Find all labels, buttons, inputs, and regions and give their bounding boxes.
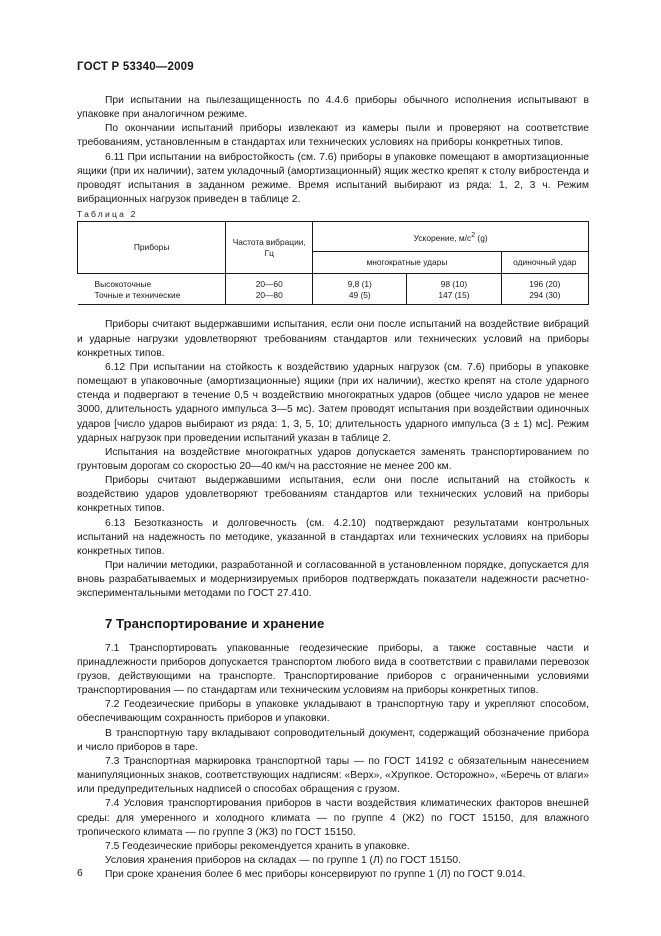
paragraph: 6.11 При испытании на вибростойкость (см. 7.6) приборы в упаковке помещают в амортизационные ящики (при их наличии), затем укладочный (амортизационный) ящик жестко крепят к столу вибростенда и проводят испытания в заданном режиме. Время испытаний выбирают из ряда: 1, 2, 3 ч. Режим вибрационных нагрузок приведен в таблице 2. — [77, 151, 589, 206]
col-devices-header: Приборы — [78, 222, 226, 274]
accel-sup: 2 — [471, 232, 476, 239]
paragraph: 7.3 Транспортная маркировка транспортной тары — по ГОСТ 14192 с обязательным нанесением манипуляционных знаков, соответствующих надписям: «Верх», «Хрупкое. Осторожно», «Беречь от влаги» или предупредительных надписей о способах обращения с грузом. — [77, 755, 589, 796]
paragraph: В транспортную тару вкладывают сопроводительный документ, содержащий обозначение прибора и число приборов в таре. — [77, 727, 589, 753]
paragraph: По окончании испытаний приборы извлекают из камеры пыли и проверяют на соответствие требованиям, установленным в стандартах или технических условиях на приборы конкретных типов. — [77, 123, 589, 149]
paragraph: При наличии методики, разработанной и согласованной в установленном порядке, допускается для вновь разрабатываемых и модернизируемых приборов подтверждать показатели надежности расчетно-экспериментальными методами по ГОСТ 27.410. — [77, 560, 589, 600]
paragraph: 7.5 Геодезические приборы рекомендуется хранить в упаковке. — [105, 840, 410, 852]
sub-multi-header: многократные удары — [313, 252, 501, 274]
cell-freq: 20—60 — [226, 274, 313, 291]
cell-device: Высокоточные — [94, 279, 152, 290]
paragraph: 7.4 Условия транспортирования приборов в части воздействия климатических факторов внешней среды: для умеренного и холодного климата — по группе 4 (Ж2) по ГОСТ 15150, для влажного тропического климата — по группе 3 (ЖЗ) по ГОСТ 15150. — [77, 798, 589, 838]
cell-freq: 20—80 — [226, 290, 313, 305]
table-header-row — [78, 222, 589, 252]
col-freq-header — [226, 222, 313, 274]
paragraph: Приборы считают выдержавшими испытания, если они после испытаний на воздействие вибраций и ударные нагрузки удовлетворяют требованиям стандартов или технических условий на приборы конкретных типов. — [77, 319, 589, 359]
table-row — [78, 290, 589, 305]
table-row — [78, 274, 589, 291]
paragraph: 6.13 Безотказность и долговечность (см. 4.2.10) подтверждают результатами контрольных испытаний на надежность по методике, указанной в стандартах или технических условиях на приборы конкретных типов. — [77, 517, 589, 557]
col-freq-line1: Частота вибрации, — [232, 236, 306, 247]
table-caption: Таблица 2 — [77, 209, 138, 220]
page-content — [77, 94, 589, 882]
vibration-table — [77, 221, 589, 305]
cell-device: Точные и технические — [78, 290, 226, 305]
col-accel-header — [313, 222, 589, 252]
paragraph: 7.1 Транспортировать упакованные геодезические приборы, а также составные части и принадлежности приборов допускается транспортом любого вида в соответствии с правилами перевозок грузов, действующими на транспорте. Транспортирование приборов с ограниченными условиями транспортирования — по стандартам или техническим условиям на приборы конкретных типов. — [77, 642, 589, 697]
paragraph: Испытания на воздействие многократных ударов допускается заменять транспортированием по грунтовым дорогам со скоростью 20—40 км/ч на расстояние не менее 200 км. — [77, 446, 589, 472]
paragraph: Условия хранения приборов на складах — по группе 1 (Л) по ГОСТ 15150. — [105, 855, 461, 867]
accel-suffix: (g) — [475, 232, 488, 243]
cell-single: 294 (30) — [501, 290, 588, 305]
cell-multi-1: 9,8 (1) — [313, 274, 407, 291]
document-header: ГОСТ Р 53340—2009 — [77, 61, 194, 73]
paragraph: При сроке хранения более 6 мес приборы консервируют по группе 1 (Л) по ГОСТ 9.014. — [105, 869, 526, 881]
sub-single-header: одиночный удар — [501, 252, 588, 274]
paragraph: При испытании на пылезащищенность по 4.4.6 приборы обычного исполнения испытывают в упаковке при аналогичном режиме. — [77, 95, 589, 121]
accel-prefix: Ускорение, м/с — [413, 232, 472, 243]
page-number: 6 — [77, 868, 83, 879]
section-title: 7 Транспортирование и хранение — [105, 615, 325, 631]
cell-multi-2: 147 (15) — [407, 290, 501, 305]
col-freq-line2: Гц — [264, 247, 274, 258]
paragraph: 6.12 При испытании на стойкость к воздействию ударных нагрузок (см. 7.6) приборы в упаковке помещают в упаковочные (амортизационные) ящики (при их наличии), жестко крепят на столе ударного стенда и подвергают в течение 0,5 ч воздействию многократных ударов (общее число ударов не менее 3000, длительность ударного импульса 3—5 мс). Затем проводят испытания при воздействии одиночных ударов [число ударов выбирают из ряда: 1, 3, 5, 10; длительность ударного импульса (3 ± 1) мс]. Режим ударных нагрузок при проведении испытаний указан в таблице 2. — [77, 361, 589, 444]
cell-multi-2: 98 (10) — [407, 274, 501, 291]
cell-single: 196 (20) — [501, 274, 588, 291]
paragraph: Приборы считают выдержавшими испытания, если они после испытаний на стойкость к воздействию ударов удовлетворяют требованиям стандартов или технических условий на приборы конкретных типов. — [77, 475, 589, 515]
paragraph: 7.2 Геодезические приборы в упаковке укладывают в транспортную тару и укрепляют способом, обеспечивающим сохранность приборов и упаковки. — [77, 699, 589, 725]
cell-multi-1: 49 (5) — [313, 290, 407, 305]
